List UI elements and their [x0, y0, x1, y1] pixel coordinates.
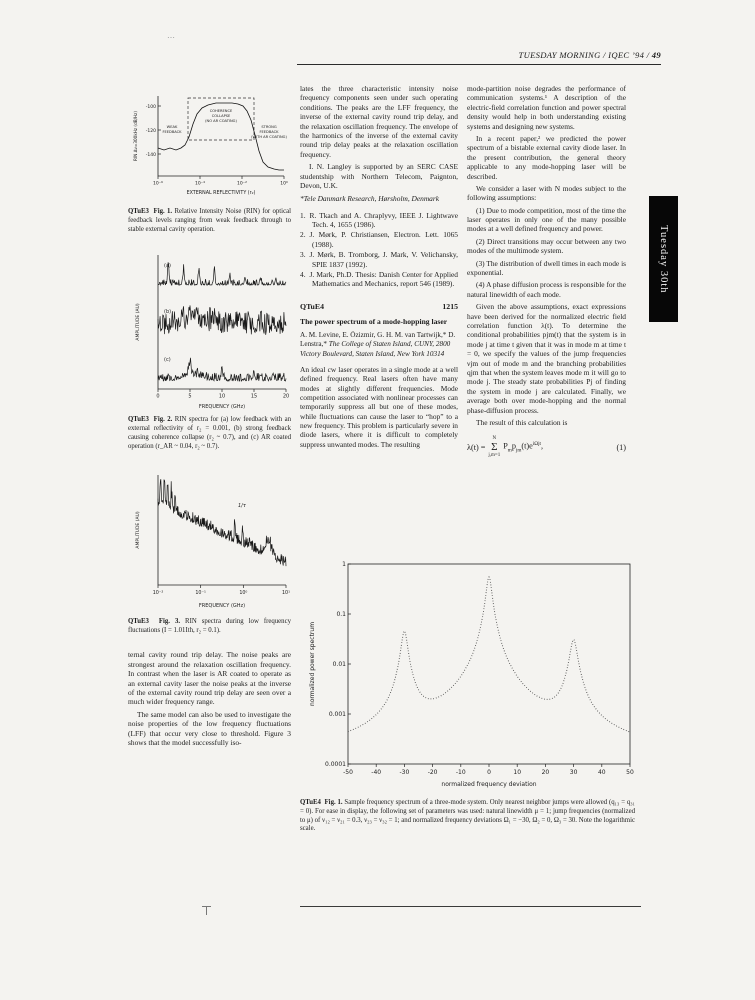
body-paragraph: In a recent paper,² we predicted the power spectrum of a bistable external cavity diode laser. In the present contribution, the general theory applicable to any mode-hopping laser will be described. [467, 133, 626, 181]
svg-text:20: 20 [541, 769, 550, 776]
svg-text:10: 10 [513, 769, 522, 776]
page-number: 49 [651, 50, 661, 60]
paper-affiliation: The College of Staten Island, CUNY, 2800 Victory Boulevard, Staten Island, New York 10314 [300, 340, 451, 358]
svg-text:15: 15 [250, 393, 258, 400]
scan-artifact: ⋯ [167, 33, 175, 42]
svg-text:-100: -100 [145, 104, 156, 110]
svg-text:10⁰: 10⁰ [280, 181, 288, 187]
svg-text:FEEDBACK: FEEDBACK [259, 130, 279, 134]
reference-item: 4. J. Mark, Ph.D. Thesis: Danish Center for Applied Mathematics and Mechanics, report 546 (1989). [300, 270, 458, 289]
fig4-y-axis-label: normalized power spectrum [309, 621, 316, 707]
tab-label: Tuesday 30th [658, 224, 669, 294]
svg-text:FEEDBACK: FEEDBACK [162, 130, 182, 134]
body-paragraph: mode-partition noise degrades the performance of communication systems.¹ A description of the electric-field correlation function and power spectral density would help in both understanding existing systems and designing new systems. [467, 84, 626, 131]
session-header [300, 302, 458, 311]
assumption-2: (2) Direct transitions may occur between any two modes of the multimode system. [467, 236, 626, 256]
body-paragraph: The same model can also be used to investigate the noise properties of the low frequency fluctuations (LFF) that occur very close to threshold. Figure 3 shows that the model successfully iso- [128, 709, 291, 747]
svg-text:10⁻²: 10⁻² [237, 181, 247, 187]
left-column [128, 88, 291, 750]
paper-time: 1215 [442, 301, 458, 311]
trace-a-label: (a) [164, 263, 171, 270]
reference-item: 1. R. Tkach and A. Chraplyvy, IEEE J. Lightwave Tech. 4, 1655 (1986). [300, 210, 458, 230]
body-paragraph: Given the above assumptions, exact expressions have been derived for the normalized electric field correlation function λ(t). To determine the conditional probabilities pjm(t) that the system is in mode j at time t given that it was in mode m at time t = 0, we specify the values of the jump frequencies νjm out of mode m and the branching probabilities qjm that when the system leaves mode m it will go to mode j. The steady state probabilities Pj of finding the system in mode j are calculated. Finally, we average both over mode-hopping and the normal phase-diffusion process. [467, 302, 626, 415]
label-coherence-collapse: COHERENCE [209, 109, 233, 113]
abstract-paragraph: An ideal cw laser operates in a single mode at a well defined frequency. Real lasers often have many modes at slightly different frequencies. Mode competition associated with nonlinear processes can temporarily suppress all but one of these modes, while fluctuations can cause the laser to “hop” to a new frequency. This problem is particularly severe in diode lasers, where it is difficult to completely suppress unwanted modes. The resulting [300, 364, 458, 449]
fig3-annotation: 1/τ [238, 502, 246, 509]
paper-code: QTuE4 [300, 301, 324, 311]
body-paragraph: We consider a laser with N modes subject to the following assumptions: [467, 183, 626, 203]
svg-text:10: 10 [218, 393, 226, 400]
fig1-caption: QTuE3 Fig. 1. Relative Intensity Noise (RIN) for optical feedback levels ranging from weak feedback through to stable external cavity operation. [128, 208, 291, 233]
reference-item: 3. J. Mørk, B. Tromborg, J. Mark, V. Velichansky, SPIE 1837 (1992). [300, 250, 458, 269]
fig4-x-axis-label: normalized frequency deviation [441, 781, 537, 788]
svg-text:-50: -50 [343, 769, 353, 776]
fig3-caption: QTuE3 Fig. 3. RIN spectra during low frequency fluctuations (I = 1.01Ith, r₂ = 0.1). [128, 617, 291, 634]
svg-text:0.01: 0.01 [332, 660, 346, 668]
footer-rule [300, 906, 641, 907]
body-paragraph: ternal cavity round trip delay. The noise peaks are strongest around the relaxation oscillation frequency. In contrast when the laser is AR coated to operate as an external cavity laser the noise peaks at the inverse of the external cavity round trip delay are seen over a much wider frequency range. [128, 650, 291, 707]
svg-text:-140: -140 [145, 152, 156, 158]
svg-text:10⁰: 10⁰ [239, 590, 248, 596]
equation-term: $P_mp_{jm}(t)e^{i\Omega jt}$, [503, 441, 544, 454]
svg-text:-30: -30 [399, 769, 410, 776]
svg-text:30: 30 [569, 769, 578, 776]
svg-text:50: 50 [626, 769, 634, 776]
svg-text:10⁻⁴: 10⁻⁴ [195, 181, 205, 187]
equation-number: (1) [616, 442, 626, 452]
header-rule [297, 64, 661, 65]
svg-text:1: 1 [342, 560, 346, 568]
svg-text:10⁻¹: 10⁻¹ [195, 590, 206, 596]
figure-rin-lff [128, 467, 291, 615]
svg-text:0.001: 0.001 [328, 710, 346, 718]
fig3-y-axis-label: AMPLITUDE (AU) [136, 511, 141, 549]
svg-text:-10: -10 [455, 769, 466, 776]
running-head-title: TUESDAY MORNING / IQEC ’94 / [518, 50, 652, 60]
svg-text:COLLAPSE: COLLAPSE [211, 114, 231, 118]
svg-text:40: 40 [597, 769, 606, 776]
fig2-x-axis-label: FREQUENCY (GHz) [198, 404, 246, 411]
fig1-y-axis-label: RIN Δν=300kHz (dB/Hz) [133, 111, 138, 161]
svg-text:10⁻²: 10⁻² [152, 590, 164, 596]
svg-text:5: 5 [188, 393, 192, 400]
fig2-caption: QTuE3 Fig. 2. RIN spectra for (a) low feedback with an external reflectivity of r₂ = 0.001, (b) strong feedback causing coherence collapse (r₂ ~ 0.7), and (c) AR coated operation (r_AR ~ 0.04, r₂ ~ 0.7). [128, 416, 291, 450]
svg-text:10⁻⁶: 10⁻⁶ [153, 181, 163, 187]
qtue4-figure-block [300, 552, 641, 849]
reference-item: 2. J. Mørk, P. Christiansen, Electron. Lett. 1065 (1988). [300, 230, 458, 249]
assumption-4: (4) A phase diffusion process is responsible for the natural linewidth of each mode. [467, 280, 626, 299]
sigma-sum: N Σ j,m=1 [488, 436, 501, 458]
svg-text:0: 0 [487, 769, 491, 776]
svg-text:(NO AR COATING): (NO AR COATING) [205, 119, 237, 123]
fig3-x-axis-label: FREQUENCY (GHz) [198, 602, 246, 609]
label-weak-feedback: WEAK [166, 125, 178, 129]
acknowledgment: I. N. Langley is supported by an SERC CASE studentship with Northern Telecom, Paignton, Devon, U.K. [300, 162, 458, 190]
svg-text:(WITH AR COATING): (WITH AR COATING) [251, 135, 287, 139]
assumption-1: (1) Due to mode competition, most of the time the laser operates in only one of the many possible modes at a well defined frequency and power. [467, 205, 626, 234]
fig2-y-axis-label: AMPLITUDE (AU) [136, 303, 141, 342]
figure-three-mode-spectrum [300, 552, 641, 794]
svg-text:10¹: 10¹ [281, 590, 291, 596]
paper-title: The power spectrum of a mode-hopping laser [300, 316, 448, 326]
trace-c-label: (c) [164, 357, 171, 364]
tuesday-30th-tab [649, 196, 678, 322]
svg-text:-20: -20 [427, 769, 438, 776]
figure-rin-spectra [128, 249, 291, 413]
svg-text:20: 20 [282, 393, 290, 400]
middle-column [300, 84, 458, 452]
fig4-caption: QTuE4 Fig. 1. Sample frequency spectrum of a three-mode system. Only nearest neighbor jumps were allowed (q₁₃ = q₃₁ = 0). For ease in display, the following set of parameters was used: natural linewidth μ = 1; jump frequencies (normalized to μ) of ν₁₂ = ν₂₁ = 0.3, ν₂₃ = ν₃₂ = 1; and normalized frequency deviations Ω₁ = −30, Ω₂ = 0, Ω₃ = 30. Note the logarithmic scale. [300, 799, 636, 833]
trace-b-label: (b) [164, 309, 172, 316]
svg-text:-40: -40 [371, 769, 382, 776]
affiliation-footnote: *Tele Danmark Research, Hørsholm, Denmark [300, 194, 440, 204]
svg-text:0.0001: 0.0001 [325, 760, 346, 768]
svg-text:0.1: 0.1 [336, 610, 346, 618]
figure-rin-vs-reflectivity [128, 88, 291, 202]
fig1-x-axis-label: EXTERNAL REFLECTIVITY (r₂) [186, 191, 256, 196]
reference-list [300, 211, 458, 289]
body-paragraph: lates the three characteristic intensity noise frequency components seen under such operating conditions. The peaks are the LFF frequency, the inverse of the external cavity round trip delay, and the relaxation oscillation frequency. The envelope of the harmonics of the inverse of the external cavity round trip delay peaks at the relaxation oscillation frequency. [300, 84, 458, 159]
equation-1 [467, 436, 626, 458]
svg-text:-120: -120 [145, 128, 156, 134]
body-paragraph: The result of this calculation is [476, 417, 568, 427]
right-column [467, 84, 626, 458]
running-head [297, 50, 661, 60]
registration-mark [202, 906, 211, 907]
svg-text:0: 0 [156, 393, 160, 400]
label-strong-feedback: STRONG [261, 125, 277, 129]
equation-lhs: λ(t) = [467, 442, 486, 452]
paper-authors: A. M. Levine, E. Özizmir, G. H. M. van Tartwijk,* D. Lenstra,* The College of Staten Island, CUNY, 2800 Victory Boulevard, Staten Island, New York 10314 [300, 331, 456, 358]
assumption-3: (3) The distribution of dwell times in each mode is exponential. [467, 258, 626, 278]
